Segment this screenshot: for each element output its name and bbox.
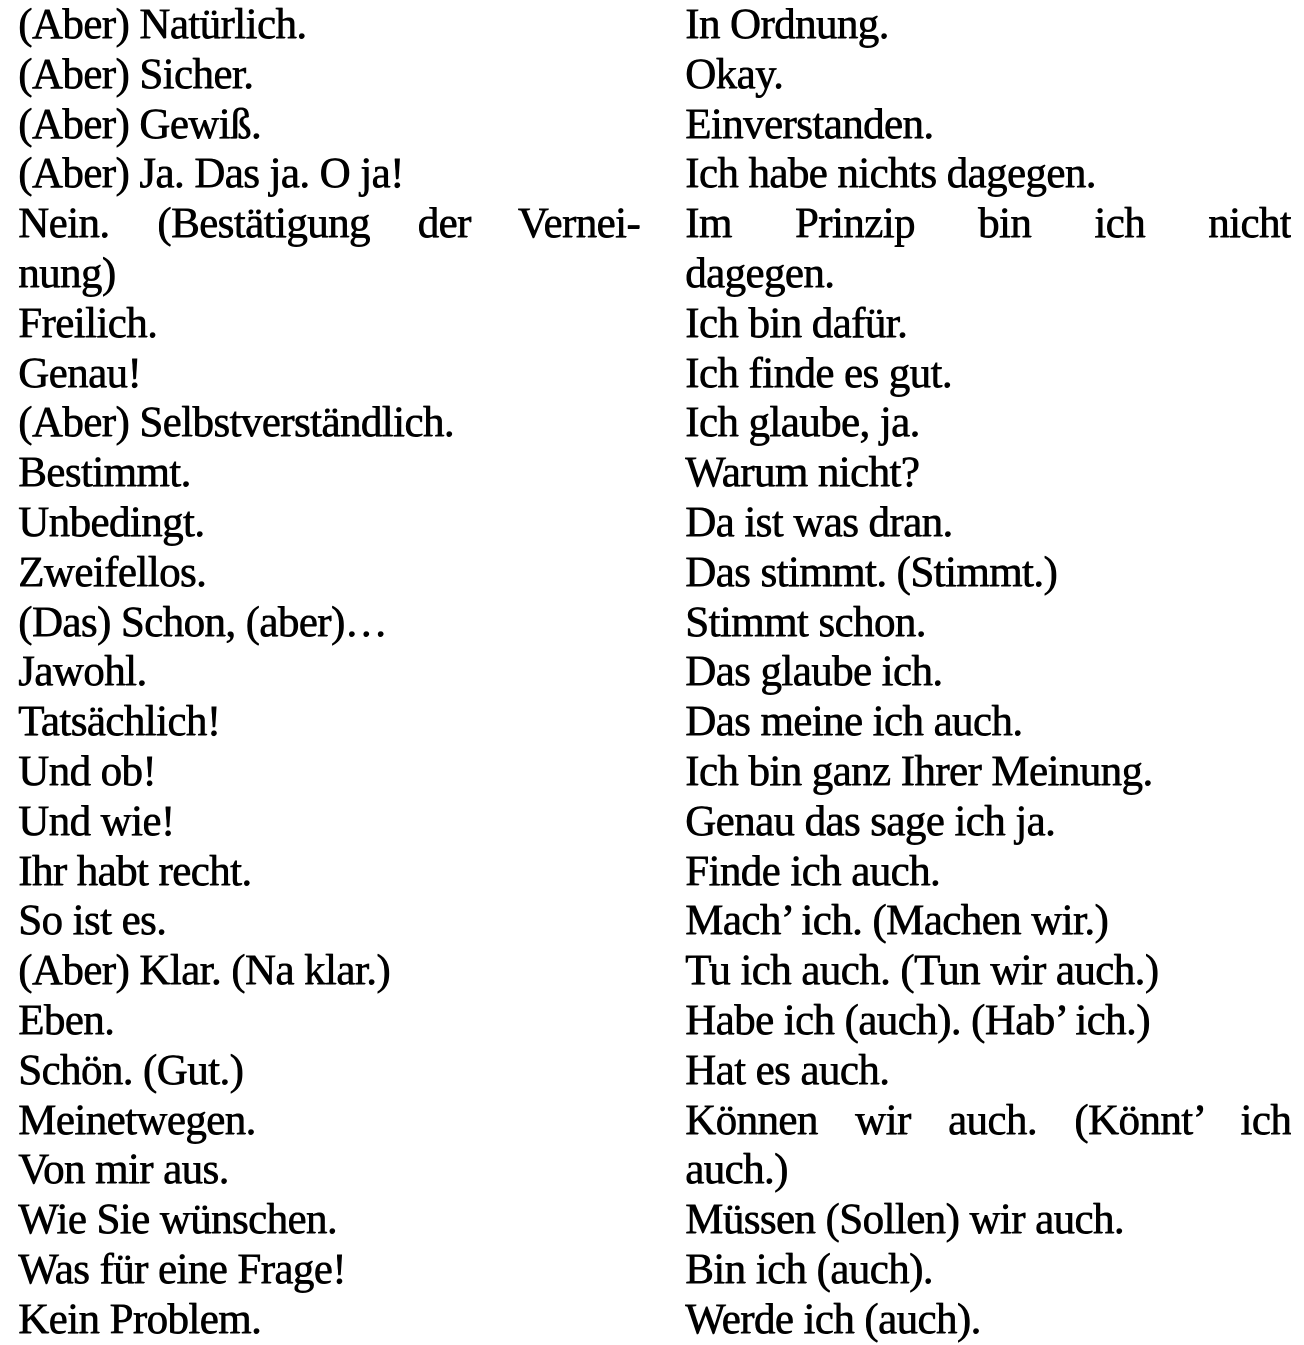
phrase-line: Ich habe nichts dagegen. [685, 150, 1096, 198]
phrase-line: Und wie! [18, 797, 175, 845]
phrase-line: In Ordnung. [685, 1, 889, 48]
phrase-line: Werde ich (auch). [685, 1295, 981, 1343]
phrase-line: Meinetwegen. [18, 1096, 256, 1144]
phrase-line: Genau das sage ich ja. [685, 797, 1056, 845]
phrase-line: Kein Problem. [18, 1295, 261, 1343]
phrase-line: Genau! [18, 349, 141, 397]
phrase-line: (Aber) Selbstverständlich. [18, 399, 454, 447]
phrase-line: Freilich. [18, 299, 158, 347]
phrase-line: auch.) [685, 1146, 788, 1194]
phrase-line: Ich finde es gut. [685, 349, 952, 397]
phrase-line: Okay. [685, 50, 784, 98]
phrase-line: Das meine ich auch. [685, 698, 1023, 746]
phrase-line: Unbedingt. [18, 498, 205, 546]
phrase-line: (Aber) Ja. Das ja. O ja! [18, 150, 404, 198]
phrase-line: Hat es auch. [685, 1046, 890, 1094]
phrase-line: Eben. [18, 996, 115, 1044]
right-phrase-column [685, 0, 1291, 1345]
phrase-line: nung) [18, 249, 116, 297]
phrase-line: Tatsächlich! [18, 698, 221, 746]
phrase-line: Stimmt schon. [685, 598, 926, 646]
phrase-line: Das glaube ich. [685, 648, 943, 696]
phrase-line: Tu ich auch. (Tun wir auch.) [685, 947, 1159, 995]
phrase-line: (Aber) Klar. (Na klar.) [18, 947, 390, 995]
phrase-line: So ist es. [18, 897, 167, 945]
phrase-line: Wie Sie wünschen. [18, 1196, 337, 1244]
phrase-line: Müssen (Sollen) wir auch. [685, 1196, 1124, 1244]
phrase-line: Und ob! [18, 747, 156, 795]
phrase-line: Ich bin dafür. [685, 299, 908, 347]
phrase-line: Bin ich (auch). [685, 1245, 933, 1293]
phrase-line: Bestimmt. [18, 449, 191, 497]
phrase-line: Mach’ ich. (Machen wir.) [685, 897, 1108, 945]
phrase-line: Habe ich (auch). (Hab’ ich.) [685, 996, 1150, 1044]
phrase-line: Das stimmt. (Stimmt.) [685, 548, 1058, 596]
phrase-line: Ich glaube, ja. [685, 399, 920, 447]
phrase-line: Im Prinzip bin ich nicht [685, 200, 1291, 248]
phrase-line: Zweifellos. [18, 548, 207, 596]
phrase-line: (Aber) Gewiß. [18, 100, 261, 148]
phrase-line: (Aber) Sicher. [18, 50, 254, 98]
phrase-line: Da ist was dran. [685, 498, 953, 546]
phrase-line: Warum nicht? [685, 449, 920, 497]
phrase-line: Ihr habt recht. [18, 847, 252, 895]
phrase-line: dagegen. [685, 249, 835, 297]
phrase-line: Von mir aus. [18, 1146, 229, 1194]
phrase-line: Jawohl. [18, 648, 147, 696]
phrase-line: (Das) Schon, (aber)… [18, 598, 387, 646]
phrase-line: Ich bin ganz Ihrer Meinung. [685, 747, 1153, 795]
phrase-line: Nein. (Bestätigung der Vernei- [18, 200, 640, 248]
phrase-line: Schön. (Gut.) [18, 1046, 244, 1094]
phrase-line: Finde ich auch. [685, 847, 940, 895]
phrase-line: Können wir auch. (Könnt’ ich [685, 1096, 1291, 1144]
left-phrase-column [18, 0, 640, 1345]
phrase-line: (Aber) Natürlich. [18, 1, 307, 48]
phrase-line: Einverstanden. [685, 100, 934, 148]
phrase-line: Was für eine Frage! [18, 1245, 346, 1293]
